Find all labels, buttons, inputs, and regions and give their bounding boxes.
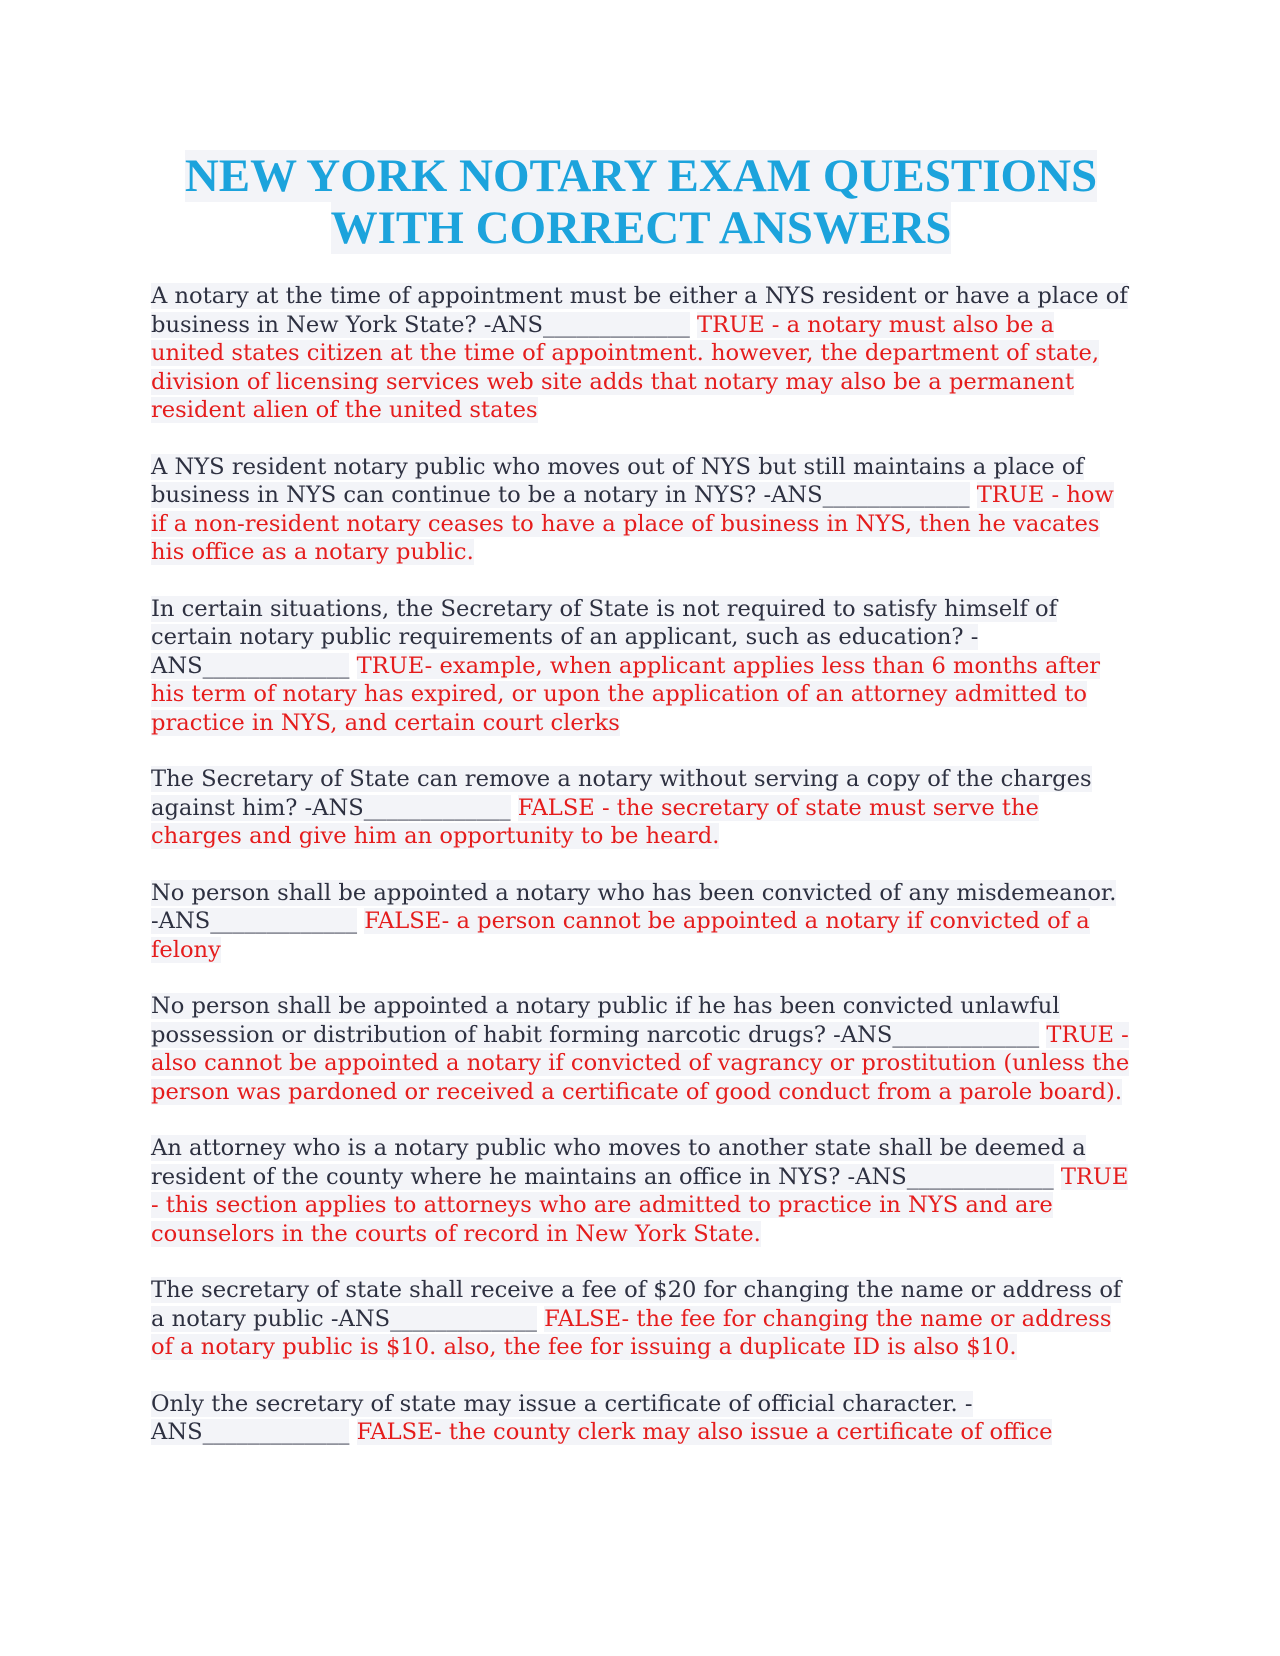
- answer-blank: _____________: [202, 1419, 350, 1445]
- page-title: [151, 150, 1131, 254]
- answer-text: FALSE- a person cannot be appointed a notary if convicted of a felony: [151, 908, 1090, 963]
- qa-item-4: [151, 765, 1131, 851]
- answer-blank: _____________: [822, 482, 970, 508]
- question-text: A NYS resident notary public who moves out of NYS but still maintains a place of business in NYS can continue to be a notary in NYS? -ANS: [151, 453, 1084, 508]
- title-line-2: WITH CORRECT ANSWERS: [330, 202, 952, 254]
- answer-text: TRUE - a notary must also be a united states citizen at the time of appointment. however, the department of state, division of licensing services web site adds that notary may also be a permanent resident alien of the united states: [151, 311, 1100, 423]
- document-page: [151, 150, 1131, 1475]
- answer-text: TRUE - this section applies to attorneys who are admitted to practice in NYS and are counselors in the courts of record in New York State.: [151, 1163, 1129, 1247]
- question-text: A notary at the time of appointment must be either a NYS resident or have a place of business in New York State? -ANS: [151, 283, 1128, 338]
- question-text: Only the secretary of state may issue a certificate of official character. -ANS: [151, 1390, 973, 1445]
- answer-text: FALSE - the secretary of state must serve the charges and give him an opportunity to be heard.: [151, 794, 1039, 849]
- qa-item-9: [151, 1390, 1131, 1447]
- answer-blank: _____________: [202, 652, 350, 679]
- title-line-1: NEW YORK NOTARY EXAM QUESTIONS: [184, 150, 1098, 202]
- answer-text: TRUE - also cannot be appointed a notary if convicted of vagrancy or prostitution (unless the person was pardoned or received a certificate of good conduct from a parole board).: [151, 1021, 1130, 1105]
- answer-text: FALSE- the county clerk may also issue a certificate of office: [356, 1419, 1053, 1445]
- qa-item-3: [151, 595, 1131, 738]
- answer-blank: _____________: [906, 1163, 1054, 1190]
- answer-blank: _____________: [542, 311, 690, 338]
- answer-text: TRUE- example, when applicant applies less than 6 months after his term of notary has expired, or upon the application of an attorney admitted to practice in NYS, and certain court clerks: [151, 652, 1101, 736]
- question-text: In certain situations, the Secretary of State is not required to satisfy himself of certain notary public requirements of an applicant, such as education? -ANS: [151, 595, 1057, 679]
- question-text: The secretary of state shall receive a fee of $20 for changing the name or address of a notary public -ANS: [151, 1277, 1122, 1332]
- qa-item-8: [151, 1276, 1131, 1362]
- answer-text: TRUE - how if a non-resident notary ceases to have a place of business in NYS, then he vacates his office as a notary public.: [151, 482, 1114, 565]
- question-text: No person shall be appointed a notary public if he has been convicted unlawful possession or distribution of habit forming narcotic drugs? -ANS: [151, 993, 1060, 1048]
- qa-item-5: [151, 879, 1131, 965]
- qa-item-6: [151, 992, 1131, 1106]
- answer-blank: _____________: [363, 794, 511, 821]
- question-text: An attorney who is a notary public who moves to another state shall be deemed a resident of the county where he maintains an office in NYS? -ANS: [151, 1135, 1086, 1190]
- qa-item-1: [151, 282, 1131, 425]
- qa-item-7: [151, 1134, 1131, 1248]
- answer-text: FALSE- the fee for changing the name or address of a notary public is $10. also, the fee for issuing a duplicate ID is also $10.: [151, 1305, 1112, 1360]
- answer-blank: _____________: [210, 908, 358, 934]
- question-text: The Secretary of State can remove a notary without serving a copy of the charges against him? -ANS: [151, 766, 1092, 821]
- qa-item-2: [151, 453, 1131, 567]
- answer-blank: _____________: [390, 1305, 537, 1332]
- answer-blank: _____________: [892, 1021, 1040, 1048]
- question-text: No person shall be appointed a notary who has been convicted of any misdemeanor. -ANS: [151, 879, 1117, 934]
